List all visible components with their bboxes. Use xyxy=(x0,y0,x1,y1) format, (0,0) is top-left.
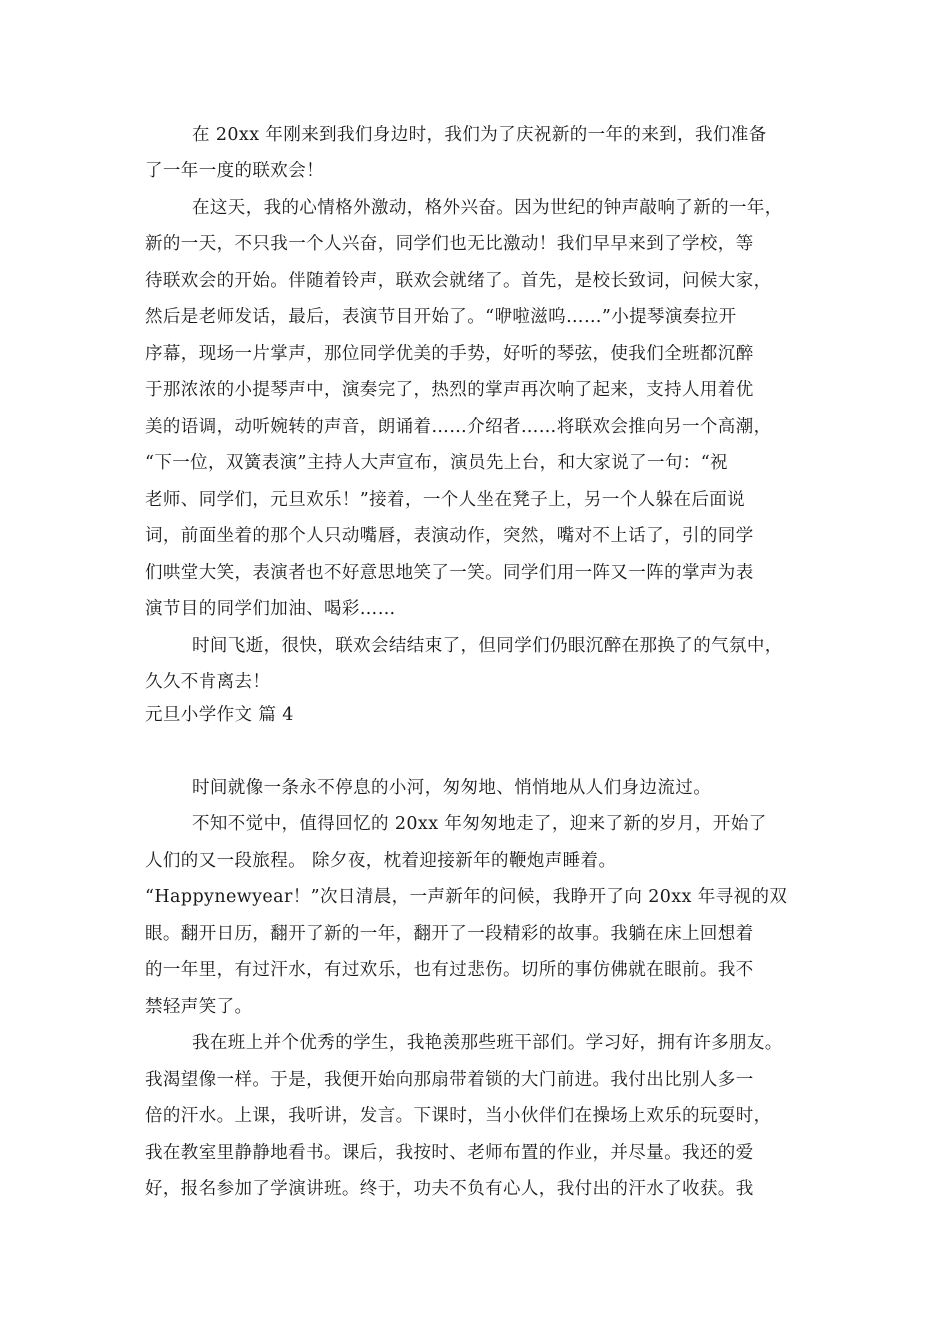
paragraph-line: 美的语调，动听婉转的声音，朗诵着……介绍者……将联欢会推向另一个高潮， xyxy=(145,417,772,437)
paragraph-line: “Happynewyear！”次日清晨，一声新年的问候，我睁开了向 20xx 年寻视的双 xyxy=(145,887,788,907)
paragraph-line: 词，前面坐着的那个人只动嘴唇，表演动作，突然，嘴对不上话了，引的同学 xyxy=(145,526,754,546)
paragraph-line: 时间飞逝，很快，联欢会结结束了，但同学们仍眼沉醉在那换了的气氛中， xyxy=(192,636,783,656)
paragraph-line: 禁轻声笑了。 xyxy=(145,997,253,1017)
paragraph-line: “下一位，双簧表演”主持人大声宣布，演员先上台，和大家说了一句：“祝 xyxy=(145,453,728,473)
paragraph-line: 于那浓浓的小提琴声中，演奏完了，热烈的掌声再次响了起来，支持人用着优 xyxy=(145,380,754,400)
paragraph-line: 序幕，现场一片掌声，那位同学优美的手势，好听的琴弦，使我们全班都沉醉 xyxy=(145,344,754,364)
paragraph-line: 不知不觉中，值得回忆的 20xx 年匆匆地走了，迎来了新的岁月，开始了 xyxy=(192,814,767,834)
paragraph-line: 新的一天，不只我一个人兴奋，同学们也无比激动！我们早早来到了学校，等 xyxy=(145,234,754,254)
paragraph-line: 眼。翻开日历，翻开了新的一年，翻开了一段精彩的故事。我躺在床上回想着 xyxy=(145,924,754,944)
paragraph-line: 好，报名参加了学演讲班。终于，功夫不负有心人，我付出的汗水了收获。我 xyxy=(145,1179,754,1199)
paragraph-line: 时间就像一条永不停息的小河，匆匆地、悄悄地从人们身边流过。 xyxy=(192,778,712,798)
paragraph-line: 人们的又一段旅程。 除夕夜，枕着迎接新年的鞭炮声睡着。 xyxy=(145,851,617,871)
paragraph-line: 在 20xx 年刚来到我们身边时，我们为了庆祝新的一年的来到，我们准备 xyxy=(192,125,767,145)
paragraph-line: 我在班上并个优秀的学生，我艳羡那些班干部们。学习好，拥有许多朋友。 xyxy=(192,1033,783,1053)
paragraph-line: 了一年一度的联欢会！ xyxy=(145,161,324,181)
paragraph-line: 久久不肯离去！ xyxy=(145,672,271,692)
paragraph-line: 老师、同学们，元旦欢乐！”接着，一个人坐在凳子上，另一个人躲在后面说 xyxy=(145,490,746,510)
paragraph-line: 演节目的同学们加油、喝彩…… xyxy=(145,599,396,619)
paragraph-line: 我在教室里静静地看书。课后，我按时、老师布置的作业，并尽量。我还的爱 xyxy=(145,1143,754,1163)
paragraph-line: 待联欢会的开始。伴随着铃声，联欢会就绪了。首先，是校长致词，问候大家， xyxy=(145,271,772,291)
paragraph-line: 我渴望像一样。于是，我便开始向那扇带着锁的大门前进。我付出比别人多一 xyxy=(145,1070,754,1090)
paragraph-line: 在这天，我的心情格外激动，格外兴奋。因为世纪的钟声敲响了新的一年， xyxy=(192,198,783,218)
paragraph-line: 们哄堂大笑，表演者也不好意思地笑了一笑。同学们用一阵又一阵的掌声为表 xyxy=(145,563,754,583)
paragraph-line: 倍的汗水。上课，我听讲，发言。下课时，当小伙伴们在操场上欢乐的玩耍时， xyxy=(145,1106,772,1126)
section-heading: 元旦小学作文 篇 4 xyxy=(145,705,294,725)
paragraph-line: 的一年里，有过汗水，有过欢乐，也有过悲伤。切所的事仿佛就在眼前。我不 xyxy=(145,960,754,980)
paragraph-line: 然后是老师发话，最后，表演节目开始了。“咿啦滋呜……”小提琴演奏拉开 xyxy=(145,307,737,327)
